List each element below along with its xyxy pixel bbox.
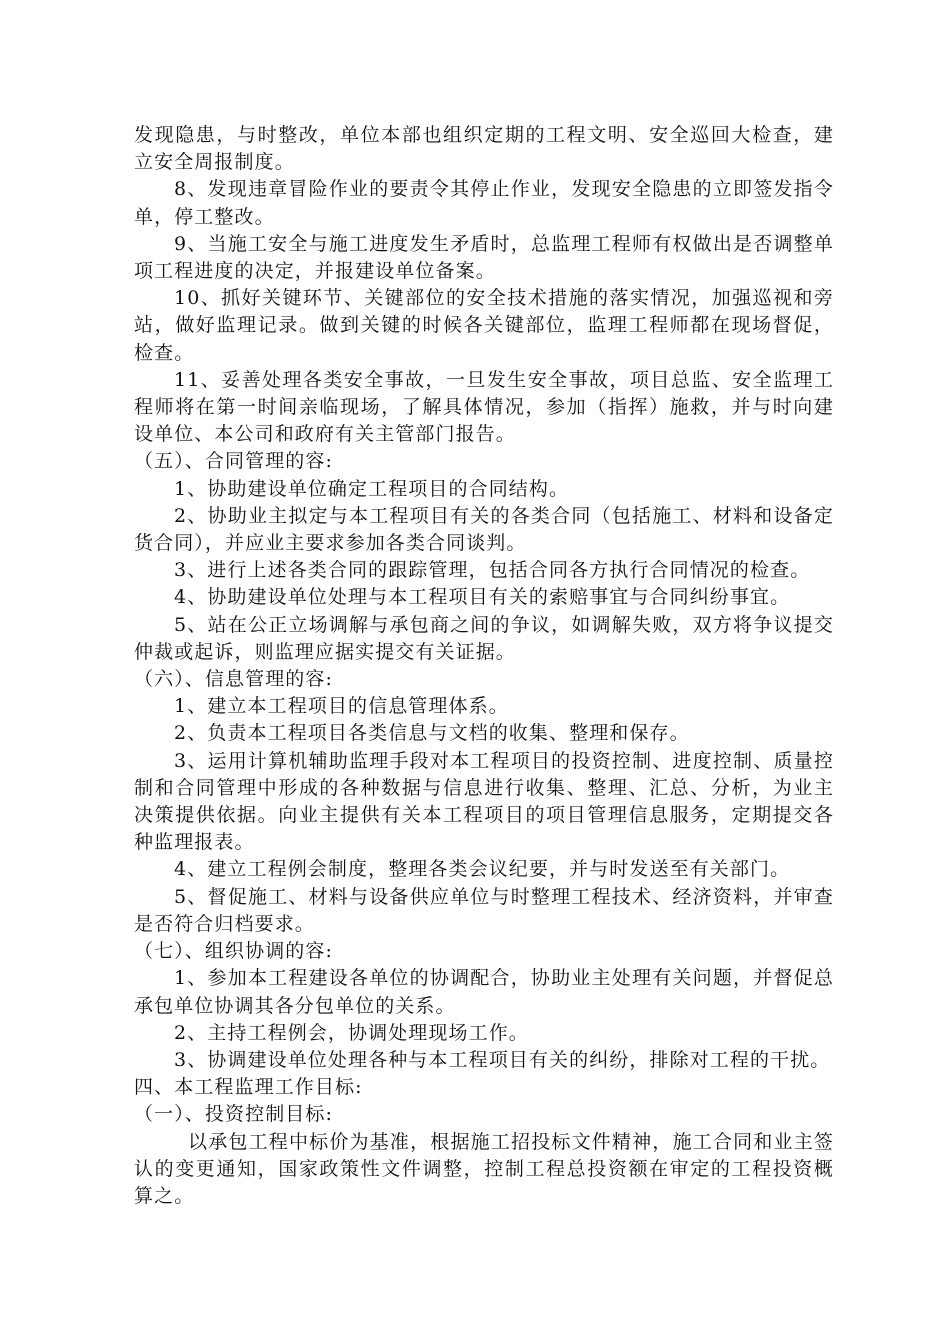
paragraph-investment-control: 以承包工程中标价为基准，根据施工招投标文件精神，施工合同和业主签认的变更通知，国家政策性文件调整，控制工程总投资额在审定的工程投资概算之。 <box>134 1130 834 1207</box>
paragraph-contract-1: 1、协助建设单位确定工程项目的合同结构。 <box>174 477 570 500</box>
paragraph-contract-3: 3、进行上述各类合同的跟踪管理，包括合同各方执行合同情况的检查。 <box>174 559 811 582</box>
section-heading-coordination: （七）、组织协调的容: <box>134 940 334 963</box>
section-heading-contract: （五）、合同管理的容: <box>134 450 334 473</box>
paragraph-contract-2: 2、协助业主拟定与本工程项目有关的各类合同（包括施工、材料和设备定货合同），并应业主要求参加各类合同谈判。 <box>134 504 834 555</box>
paragraph-item-8: 8、发现违章冒险作业的要责令其停止作业，发现安全隐患的立即签发指令单，停工整改。 <box>134 178 834 228</box>
paragraph-item-9: 9、当施工安全与施工进度发生矛盾时，总监理工程师有权做出是否调整单项工程进度的决定，并报建设单位备案。 <box>134 232 834 283</box>
paragraph-contract-5: 5、站在公正立场调解与承包商之间的争议，如调解失败，双方将争议提交仲裁或起诉，则监理应据实提交有关证据。 <box>134 613 834 663</box>
chapter-heading-objectives: 四、本工程监理工作目标: <box>134 1076 363 1099</box>
paragraph-contract-4: 4、协助建设单位处理与本工程项目有关的索赔事宜与合同纠纷事宜。 <box>174 586 791 609</box>
paragraph-item-10: 10、抓好关键环节、关键部位的安全技术措施的落实情况，加强巡视和旁站，做好监理记录。做到关键的时候各关键部位，监理工程师都在现场督促，检查。 <box>134 287 834 364</box>
paragraph-information-2: 2、负责本工程项目各类信息与文档的收集、整理和保存。 <box>174 722 690 745</box>
paragraph-coordination-2: 2、主持工程例会，协调处理现场工作。 <box>174 1021 529 1044</box>
paragraph-information-3: 3、运用计算机辅助监理手段对本工程项目的投资控制、进度控制、质量控制和合同管理中形成的各种数据与信息进行收集、整理、汇总、分析，为业主决策提供依据。向业主提供有关本工程项目的项目管理信息服务，定期提交各种监理报表。 <box>134 749 834 854</box>
paragraph-coordination-3: 3、协调建设单位处理各种与本工程项目有关的纠纷，排除对工程的干扰。 <box>174 1048 831 1071</box>
paragraph-item-11: 11、妥善处理各类安全事故，一旦发生安全事故，项目总监、安全监理工程师将在第一时间亲临现场，了解具体情况，参加（指挥）施救，并与时向建设单位、本公司和政府有关主管部门报告。 <box>134 368 834 446</box>
paragraph-information-1: 1、建立本工程项目的信息管理体系。 <box>174 695 509 718</box>
paragraph-continued: 发现隐患，与时整改，单位本部也组织定期的工程文明、安全巡回大检查，建立安全周报制度。 <box>134 124 834 174</box>
paragraph-coordination-1: 1、参加本工程建设各单位的协调配合，协助业主处理有关问题，并督促总承包单位协调其各分包单位的关系。 <box>134 967 834 1017</box>
paragraph-information-5: 5、督促施工、材料与设备供应单位与时整理工程技术、经济资料，并审查是否符合归档要求。 <box>134 885 834 935</box>
document-body <box>134 122 834 1210</box>
section-heading-information: （六）、信息管理的容: <box>134 668 334 691</box>
section-heading-investment-control: （一）、投资控制目标: <box>134 1103 334 1126</box>
paragraph-information-4: 4、建立工程例会制度，整理各类会议纪要，并与时发送至有关部门。 <box>174 858 791 881</box>
